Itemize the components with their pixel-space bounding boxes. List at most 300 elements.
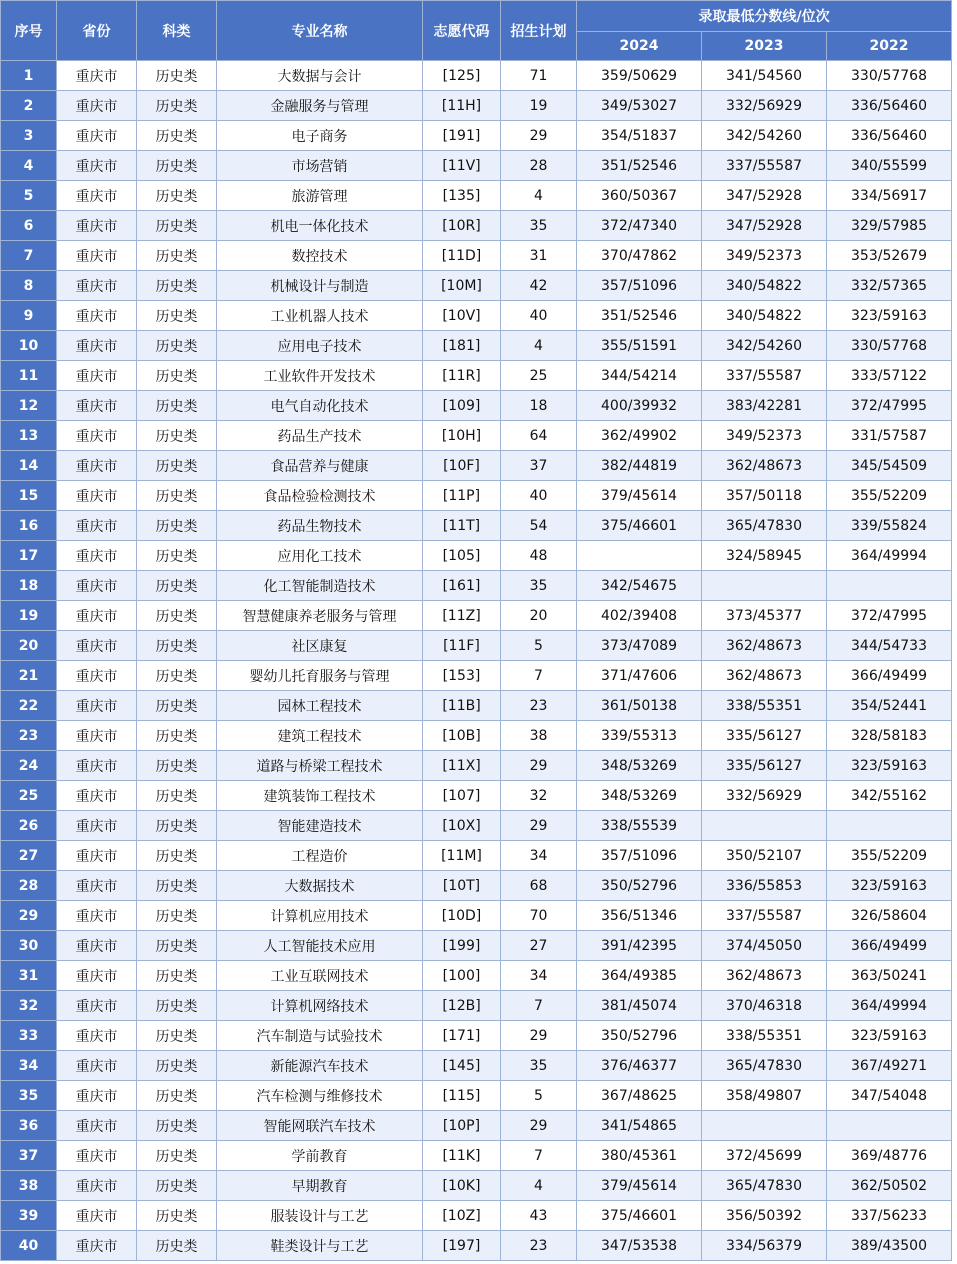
cell-score-2023: 340/54822: [702, 271, 827, 301]
cell-province: 重庆市: [57, 451, 137, 481]
cell-score-2022: 344/54733: [827, 631, 952, 661]
cell-seq: 3: [1, 121, 57, 151]
cell-major: 食品营养与健康: [217, 451, 423, 481]
cell-score-2022: 332/57365: [827, 271, 952, 301]
cell-province: 重庆市: [57, 211, 137, 241]
cell-code: [10D]: [423, 901, 501, 931]
cell-score-2024: 391/42395: [577, 931, 702, 961]
cell-province: 重庆市: [57, 1171, 137, 1201]
cell-score-2024: 380/45361: [577, 1141, 702, 1171]
cell-score-2024: 356/51346: [577, 901, 702, 931]
cell-province: 重庆市: [57, 721, 137, 751]
cell-code: [181]: [423, 331, 501, 361]
cell-score-2023: 362/48673: [702, 661, 827, 691]
cell-category: 历史类: [137, 151, 217, 181]
cell-code: [135]: [423, 181, 501, 211]
cell-score-2022: 362/50502: [827, 1171, 952, 1201]
cell-major: 婴幼儿托育服务与管理: [217, 661, 423, 691]
cell-score-2024: 338/55539: [577, 811, 702, 841]
cell-province: 重庆市: [57, 1201, 137, 1231]
cell-plan: 19: [501, 91, 577, 121]
cell-score-2024: 371/47606: [577, 661, 702, 691]
table-row: [1, 91, 952, 121]
header-major: 专业名称: [217, 1, 423, 61]
cell-code: [10R]: [423, 211, 501, 241]
table-row: [1, 511, 952, 541]
cell-province: 重庆市: [57, 421, 137, 451]
cell-code: [199]: [423, 931, 501, 961]
cell-code: [10T]: [423, 871, 501, 901]
cell-province: 重庆市: [57, 1021, 137, 1051]
header-scores: 录取最低分数线/位次: [577, 1, 952, 32]
cell-score-2022: 372/47995: [827, 601, 952, 631]
cell-score-2023: 365/47830: [702, 1171, 827, 1201]
cell-major: 金融服务与管理: [217, 91, 423, 121]
cell-plan: 5: [501, 1081, 577, 1111]
cell-major: 数控技术: [217, 241, 423, 271]
cell-score-2024: 362/49902: [577, 421, 702, 451]
cell-province: 重庆市: [57, 91, 137, 121]
cell-score-2023: 337/55587: [702, 151, 827, 181]
cell-seq: 21: [1, 661, 57, 691]
cell-score-2022: 333/57122: [827, 361, 952, 391]
cell-seq: 1: [1, 61, 57, 91]
cell-province: 重庆市: [57, 991, 137, 1021]
cell-plan: 40: [501, 301, 577, 331]
cell-category: 历史类: [137, 121, 217, 151]
cell-category: 历史类: [137, 871, 217, 901]
cell-seq: 40: [1, 1231, 57, 1261]
table-header: [1, 1, 952, 61]
cell-plan: 37: [501, 451, 577, 481]
cell-province: 重庆市: [57, 661, 137, 691]
cell-category: 历史类: [137, 751, 217, 781]
cell-plan: 27: [501, 931, 577, 961]
cell-score-2024: 375/46601: [577, 1201, 702, 1231]
header-province: 省份: [57, 1, 137, 61]
table-row: [1, 211, 952, 241]
cell-score-2023: 332/56929: [702, 91, 827, 121]
cell-score-2024: 382/44819: [577, 451, 702, 481]
cell-score-2022: 389/43500: [827, 1231, 952, 1261]
cell-major: 早期教育: [217, 1171, 423, 1201]
cell-score-2023: 370/46318: [702, 991, 827, 1021]
cell-seq: 14: [1, 451, 57, 481]
cell-plan: 4: [501, 331, 577, 361]
cell-score-2023: 336/55853: [702, 871, 827, 901]
cell-score-2023: 365/47830: [702, 1051, 827, 1081]
cell-score-2023: 340/54822: [702, 301, 827, 331]
cell-plan: 7: [501, 1141, 577, 1171]
cell-category: 历史类: [137, 1051, 217, 1081]
cell-major: 计算机应用技术: [217, 901, 423, 931]
cell-category: 历史类: [137, 961, 217, 991]
cell-score-2022: 353/52679: [827, 241, 952, 271]
cell-score-2024: 348/53269: [577, 781, 702, 811]
cell-category: 历史类: [137, 601, 217, 631]
cell-province: 重庆市: [57, 1231, 137, 1261]
cell-code: [10F]: [423, 451, 501, 481]
cell-plan: 20: [501, 601, 577, 631]
cell-score-2022: 363/50241: [827, 961, 952, 991]
cell-province: 重庆市: [57, 811, 137, 841]
cell-score-2022: 340/55599: [827, 151, 952, 181]
table-row: [1, 841, 952, 871]
cell-plan: 29: [501, 1021, 577, 1051]
cell-province: 重庆市: [57, 601, 137, 631]
cell-plan: 18: [501, 391, 577, 421]
cell-score-2023: 332/56929: [702, 781, 827, 811]
table-row: [1, 301, 952, 331]
cell-score-2023: 334/56379: [702, 1231, 827, 1261]
cell-score-2024: 349/53027: [577, 91, 702, 121]
table-row: [1, 61, 952, 91]
cell-category: 历史类: [137, 301, 217, 331]
cell-score-2022: 342/55162: [827, 781, 952, 811]
cell-score-2022: 354/52441: [827, 691, 952, 721]
cell-score-2022: 339/55824: [827, 511, 952, 541]
cell-score-2022: [827, 571, 952, 601]
cell-code: [115]: [423, 1081, 501, 1111]
cell-major: 市场营销: [217, 151, 423, 181]
cell-score-2022: 323/59163: [827, 871, 952, 901]
cell-province: 重庆市: [57, 241, 137, 271]
cell-score-2022: 323/59163: [827, 1021, 952, 1051]
table-row: [1, 1231, 952, 1261]
cell-province: 重庆市: [57, 541, 137, 571]
cell-major: 工业互联网技术: [217, 961, 423, 991]
cell-score-2024: 360/50367: [577, 181, 702, 211]
cell-category: 历史类: [137, 271, 217, 301]
cell-major: 汽车检测与维修技术: [217, 1081, 423, 1111]
table-row: [1, 1111, 952, 1141]
cell-code: [10P]: [423, 1111, 501, 1141]
cell-score-2024: 347/53538: [577, 1231, 702, 1261]
cell-plan: 29: [501, 1111, 577, 1141]
cell-score-2023: 357/50118: [702, 481, 827, 511]
cell-province: 重庆市: [57, 1141, 137, 1171]
cell-seq: 31: [1, 961, 57, 991]
cell-seq: 37: [1, 1141, 57, 1171]
table-row: [1, 991, 952, 1021]
cell-plan: 34: [501, 961, 577, 991]
cell-score-2024: 341/54865: [577, 1111, 702, 1141]
header-category: 科类: [137, 1, 217, 61]
cell-score-2022: 328/58183: [827, 721, 952, 751]
cell-province: 重庆市: [57, 1051, 137, 1081]
table-row: [1, 871, 952, 901]
cell-plan: 40: [501, 481, 577, 511]
cell-province: 重庆市: [57, 121, 137, 151]
cell-plan: 29: [501, 811, 577, 841]
cell-plan: 7: [501, 991, 577, 1021]
cell-score-2023: 362/48673: [702, 451, 827, 481]
table-row: [1, 1021, 952, 1051]
table-row: [1, 691, 952, 721]
cell-province: 重庆市: [57, 841, 137, 871]
cell-province: 重庆市: [57, 1081, 137, 1111]
cell-score-2023: 324/58945: [702, 541, 827, 571]
cell-province: 重庆市: [57, 151, 137, 181]
cell-province: 重庆市: [57, 751, 137, 781]
cell-score-2024: 375/46601: [577, 511, 702, 541]
cell-score-2024: 379/45614: [577, 481, 702, 511]
cell-score-2024: 379/45614: [577, 1171, 702, 1201]
table-row: [1, 781, 952, 811]
cell-score-2023: [702, 1111, 827, 1141]
cell-major: 大数据技术: [217, 871, 423, 901]
cell-seq: 16: [1, 511, 57, 541]
cell-plan: 35: [501, 211, 577, 241]
table-row: [1, 931, 952, 961]
cell-plan: 29: [501, 751, 577, 781]
cell-category: 历史类: [137, 571, 217, 601]
cell-score-2022: 323/59163: [827, 751, 952, 781]
table-row: [1, 271, 952, 301]
cell-seq: 9: [1, 301, 57, 331]
cell-score-2024: 402/39408: [577, 601, 702, 631]
cell-score-2022: 336/56460: [827, 121, 952, 151]
cell-major: 智能网联汽车技术: [217, 1111, 423, 1141]
cell-score-2022: 355/52209: [827, 481, 952, 511]
cell-score-2022: 369/48776: [827, 1141, 952, 1171]
cell-category: 历史类: [137, 631, 217, 661]
cell-score-2023: 349/52373: [702, 421, 827, 451]
cell-category: 历史类: [137, 241, 217, 271]
cell-score-2023: 338/55351: [702, 1021, 827, 1051]
cell-code: [11X]: [423, 751, 501, 781]
table-row: [1, 481, 952, 511]
cell-major: 计算机网络技术: [217, 991, 423, 1021]
cell-score-2022: 364/49994: [827, 541, 952, 571]
cell-score-2023: 374/45050: [702, 931, 827, 961]
cell-seq: 11: [1, 361, 57, 391]
cell-seq: 33: [1, 1021, 57, 1051]
cell-score-2023: 337/55587: [702, 361, 827, 391]
cell-plan: 23: [501, 691, 577, 721]
cell-seq: 29: [1, 901, 57, 931]
cell-plan: 25: [501, 361, 577, 391]
cell-code: [10H]: [423, 421, 501, 451]
cell-province: 重庆市: [57, 1111, 137, 1141]
cell-province: 重庆市: [57, 271, 137, 301]
cell-major: 机电一体化技术: [217, 211, 423, 241]
cell-category: 历史类: [137, 1081, 217, 1111]
cell-code: [11T]: [423, 511, 501, 541]
cell-score-2022: 329/57985: [827, 211, 952, 241]
cell-code: [10B]: [423, 721, 501, 751]
cell-code: [107]: [423, 781, 501, 811]
cell-category: 历史类: [137, 211, 217, 241]
cell-score-2022: 366/49499: [827, 931, 952, 961]
table-row: [1, 961, 952, 991]
cell-category: 历史类: [137, 1021, 217, 1051]
cell-category: 历史类: [137, 691, 217, 721]
cell-score-2022: 331/57587: [827, 421, 952, 451]
table-row: [1, 1201, 952, 1231]
table-row: [1, 241, 952, 271]
cell-seq: 32: [1, 991, 57, 1021]
cell-code: [171]: [423, 1021, 501, 1051]
header-year-2022: 2022: [827, 32, 952, 61]
cell-plan: 35: [501, 1051, 577, 1081]
cell-plan: 29: [501, 121, 577, 151]
cell-major: 人工智能技术应用: [217, 931, 423, 961]
cell-score-2023: 362/48673: [702, 631, 827, 661]
cell-major: 旅游管理: [217, 181, 423, 211]
cell-score-2024: 357/51096: [577, 271, 702, 301]
table-row: [1, 811, 952, 841]
cell-seq: 17: [1, 541, 57, 571]
cell-category: 历史类: [137, 511, 217, 541]
cell-category: 历史类: [137, 451, 217, 481]
cell-seq: 28: [1, 871, 57, 901]
cell-major: 社区康复: [217, 631, 423, 661]
table-body: [1, 61, 952, 1261]
cell-score-2023: [702, 811, 827, 841]
cell-seq: 22: [1, 691, 57, 721]
table-row: [1, 751, 952, 781]
table-row: [1, 331, 952, 361]
cell-major: 汽车制造与试验技术: [217, 1021, 423, 1051]
cell-major: 电子商务: [217, 121, 423, 151]
cell-major: 服装设计与工艺: [217, 1201, 423, 1231]
cell-score-2023: 341/54560: [702, 61, 827, 91]
cell-plan: 48: [501, 541, 577, 571]
cell-province: 重庆市: [57, 781, 137, 811]
cell-score-2024: 373/47089: [577, 631, 702, 661]
cell-category: 历史类: [137, 1111, 217, 1141]
cell-seq: 19: [1, 601, 57, 631]
cell-code: [191]: [423, 121, 501, 151]
cell-score-2023: 383/42281: [702, 391, 827, 421]
cell-province: 重庆市: [57, 391, 137, 421]
cell-plan: 71: [501, 61, 577, 91]
cell-code: [10K]: [423, 1171, 501, 1201]
cell-major: 药品生物技术: [217, 511, 423, 541]
cell-plan: 42: [501, 271, 577, 301]
cell-score-2024: 351/52546: [577, 301, 702, 331]
table-row: [1, 541, 952, 571]
cell-category: 历史类: [137, 991, 217, 1021]
cell-score-2024: 355/51591: [577, 331, 702, 361]
cell-major: 工业软件开发技术: [217, 361, 423, 391]
cell-score-2023: 373/45377: [702, 601, 827, 631]
cell-score-2023: 342/54260: [702, 121, 827, 151]
cell-major: 鞋类设计与工艺: [217, 1231, 423, 1261]
cell-major: 建筑工程技术: [217, 721, 423, 751]
cell-major: 建筑装饰工程技术: [217, 781, 423, 811]
cell-major: 应用电子技术: [217, 331, 423, 361]
cell-seq: 25: [1, 781, 57, 811]
cell-code: [197]: [423, 1231, 501, 1261]
cell-category: 历史类: [137, 181, 217, 211]
cell-plan: 68: [501, 871, 577, 901]
cell-category: 历史类: [137, 1141, 217, 1171]
cell-province: 重庆市: [57, 901, 137, 931]
header-seq: 序号: [1, 1, 57, 61]
cell-major: 道路与桥梁工程技术: [217, 751, 423, 781]
cell-seq: 39: [1, 1201, 57, 1231]
table-row: [1, 601, 952, 631]
cell-major: 食品检验检测技术: [217, 481, 423, 511]
cell-score-2022: 330/57768: [827, 61, 952, 91]
cell-code: [10X]: [423, 811, 501, 841]
table-row: [1, 1141, 952, 1171]
cell-code: [145]: [423, 1051, 501, 1081]
cell-score-2024: 348/53269: [577, 751, 702, 781]
cell-seq: 35: [1, 1081, 57, 1111]
cell-code: [11Z]: [423, 601, 501, 631]
cell-score-2022: 372/47995: [827, 391, 952, 421]
cell-score-2024: 354/51837: [577, 121, 702, 151]
cell-major: 园林工程技术: [217, 691, 423, 721]
cell-code: [12B]: [423, 991, 501, 1021]
cell-score-2024: 364/49385: [577, 961, 702, 991]
cell-score-2022: 336/56460: [827, 91, 952, 121]
table-row: [1, 1081, 952, 1111]
table-row: [1, 631, 952, 661]
cell-plan: 7: [501, 661, 577, 691]
table-row: [1, 181, 952, 211]
cell-seq: 26: [1, 811, 57, 841]
cell-score-2023: 349/52373: [702, 241, 827, 271]
cell-plan: 43: [501, 1201, 577, 1231]
cell-score-2023: 347/52928: [702, 211, 827, 241]
cell-category: 历史类: [137, 661, 217, 691]
cell-province: 重庆市: [57, 961, 137, 991]
cell-score-2022: 367/49271: [827, 1051, 952, 1081]
cell-code: [11H]: [423, 91, 501, 121]
cell-category: 历史类: [137, 721, 217, 751]
cell-plan: 54: [501, 511, 577, 541]
cell-score-2022: 364/49994: [827, 991, 952, 1021]
cell-seq: 20: [1, 631, 57, 661]
cell-major: 工程造价: [217, 841, 423, 871]
cell-code: [161]: [423, 571, 501, 601]
cell-plan: 4: [501, 1171, 577, 1201]
cell-major: 学前教育: [217, 1141, 423, 1171]
cell-category: 历史类: [137, 1171, 217, 1201]
table-row: [1, 421, 952, 451]
cell-seq: 15: [1, 481, 57, 511]
cell-code: [10V]: [423, 301, 501, 331]
cell-score-2024: 357/51096: [577, 841, 702, 871]
cell-score-2024: 372/47340: [577, 211, 702, 241]
cell-score-2023: 356/50392: [702, 1201, 827, 1231]
cell-score-2024: 381/45074: [577, 991, 702, 1021]
cell-category: 历史类: [137, 781, 217, 811]
cell-score-2024: 350/52796: [577, 871, 702, 901]
cell-score-2023: 342/54260: [702, 331, 827, 361]
cell-province: 重庆市: [57, 571, 137, 601]
cell-score-2023: 337/55587: [702, 901, 827, 931]
cell-seq: 5: [1, 181, 57, 211]
cell-score-2022: 355/52209: [827, 841, 952, 871]
cell-score-2022: 326/58604: [827, 901, 952, 931]
cell-plan: 4: [501, 181, 577, 211]
cell-seq: 8: [1, 271, 57, 301]
cell-plan: 31: [501, 241, 577, 271]
table-row: [1, 721, 952, 751]
cell-category: 历史类: [137, 1231, 217, 1261]
cell-major: 智慧健康养老服务与管理: [217, 601, 423, 631]
cell-seq: 27: [1, 841, 57, 871]
cell-category: 历史类: [137, 91, 217, 121]
cell-seq: 38: [1, 1171, 57, 1201]
cell-province: 重庆市: [57, 871, 137, 901]
cell-score-2023: 338/55351: [702, 691, 827, 721]
